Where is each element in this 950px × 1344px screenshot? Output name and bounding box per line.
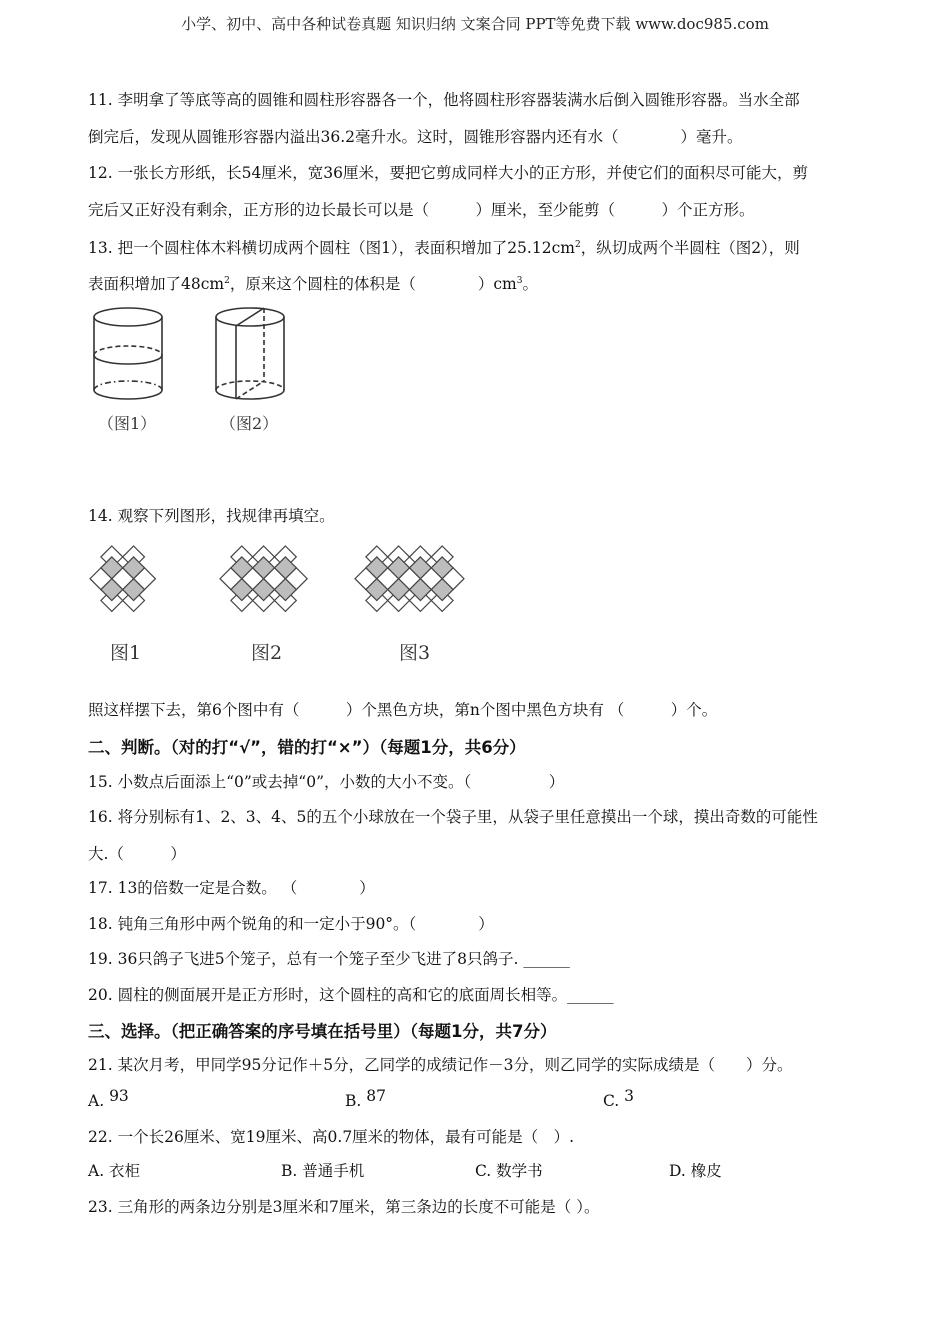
section-3-heading: 三、选择。（把正确答案的序号填在括号里）（每题1分，共7分） (88, 1022, 557, 1041)
q23: 23. 三角形的两条边分别是3厘米和7厘米，第三条边的长度不可能是（ ）。 (88, 1198, 600, 1216)
q12-line2: 完后又正好没有剩余，正方形的边长最长可以是（ ）厘米，至少能剪（ ）个正方形。 (88, 201, 755, 219)
q16-line1: 16. 将分别标有1、2、3、4、5的五个小球放在一个袋子里，从袋子里任意摸出一个球，摸出奇数的可能性 (88, 808, 818, 826)
q11-line1: 11. 李明拿了等底等高的圆锥和圆柱形容器各一个，他将圆柱形容器装满水后倒入圆锥形容器。当水全部 (88, 91, 800, 109)
q21-option-c: C. 3 (603, 1087, 635, 1110)
pattern-caption-3: 图3 (399, 642, 431, 664)
q21-option-a: A. 93 (88, 1087, 129, 1110)
q17: 17. 13的倍数一定是合数。 （ ） (88, 879, 375, 897)
fig1-caption: （图1） (98, 414, 157, 433)
pattern-figure-3 (351, 542, 477, 624)
q11-line2: 倒完后，发现从圆锥形容器内溢出36.2毫升水。这时，圆锥形容器内还有水（ ）毫升。 (88, 128, 743, 146)
q21: 21. 某次月考，甲同学95分记作＋5分，乙同学的成绩记作－3分，则乙同学的实际成绩是（ ）分。 (88, 1056, 793, 1074)
pattern-caption-1: 图1 (110, 642, 142, 664)
q22-option-a: A. 衣柜 (88, 1162, 141, 1180)
q16-line2: 大.（ ） (88, 845, 186, 863)
page-header: 小学、初中、高中各种试卷真题 知识归纳 文案合同 PPT等免费下载 www.doc985.com (181, 15, 769, 33)
q21-option-b: B. 87 (345, 1087, 386, 1110)
q22-option-b: B. 普通手机 (281, 1162, 365, 1180)
q13-line1: 13. 把一个圆柱体木料横切成两个圆柱（图1），表面积增加了$25.12cm^2$，纵切成两个半圆柱（图2），则 (88, 239, 800, 257)
cylinder-figure-1 (86, 300, 176, 410)
q13-line2: 表面积增加了$48cm^2$，原来这个圆柱的体积是（ ）$cm^3$。 (88, 275, 538, 293)
q12-line1: 12. 一张长方形纸，长54厘米，宽36厘米，要把它剪成同样大小的正方形，并使它们的面积尽可能大，剪 (88, 164, 809, 182)
pattern-figure-1 (86, 542, 168, 624)
cylinder-figure-2 (208, 300, 298, 410)
q22-option-d: D. 橡皮 (669, 1162, 722, 1180)
q14-line1: 14. 观察下列图形，找规律再填空。 (88, 507, 335, 525)
pattern-figure-2 (216, 542, 320, 624)
q14-line2: 照这样摆下去，第6个图中有（ ）个黑色方块，第n个图中黑色方块有 （ ）个。 (88, 701, 718, 719)
q19: 19. 36只鸽子飞进5个笼子，总有一个笼子至少飞进了8只鸽子. ______ (88, 950, 570, 968)
q18: 18. 钝角三角形中两个锐角的和一定小于90°。（ ） (88, 915, 494, 933)
q22: 22. 一个长26厘米、宽19厘米、高0.7厘米的物体，最有可能是（ ）. (88, 1128, 575, 1146)
q20: 20. 圆柱的侧面展开是正方形时，这个圆柱的高和它的底面周长相等。______ (88, 986, 614, 1004)
q22-option-c: C. 数学书 (475, 1162, 543, 1180)
section-2-heading: 二、判断。（对的打“√”，错的打“×”）（每题1分，共6分） (88, 738, 526, 757)
fig2-caption: （图2） (220, 414, 279, 433)
pattern-caption-2: 图2 (251, 642, 283, 664)
q15: 15. 小数点后面添上“0”或去掉“0”，小数的大小不变。（ ） (88, 773, 565, 791)
